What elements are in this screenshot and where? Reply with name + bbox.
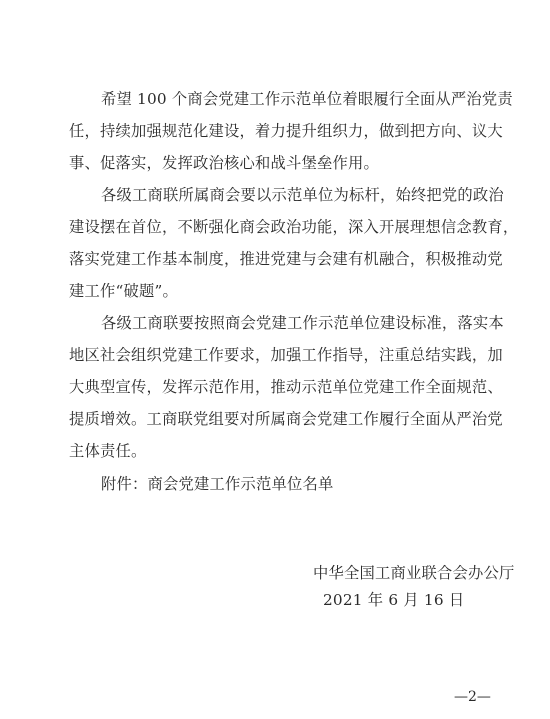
paragraph-2-line-4: 建工作“破题”。 bbox=[69, 282, 179, 300]
paragraph-3-line-4: 提质增效。工商联党组要对所属商会党建工作履行全面从严治党 bbox=[69, 410, 503, 428]
paragraph-2-line-2: 建设摆在首位，不断强化商会政治功能，深入开展理想信念教育， bbox=[69, 218, 519, 236]
paragraph-1-line-3: 事、促落实，发挥政治核心和战斗堡垒作用。 bbox=[69, 154, 379, 172]
paragraph-1-line-2: 任，持续加强规范化建设，着力提升组织力，做到把方向、议大 bbox=[69, 122, 503, 140]
paragraph-3-line-5: 主体责任。 bbox=[69, 442, 147, 460]
paragraph-3-line-2: 地区社会组织党建工作要求，加强工作指导，注重总结实践，加 bbox=[69, 346, 503, 364]
paragraph-2-line-3: 落实党建工作基本制度，推进党建与会建有机融合，积极推动党 bbox=[69, 250, 503, 268]
paragraph-1-line-1: 希望 100 个商会党建工作示范单位着眼履行全面从严治党责 bbox=[101, 90, 513, 108]
issuing-organization: 中华全国工商业联合会办公厅 bbox=[313, 564, 515, 582]
issue-date: 2021 年 6 月 16 日 bbox=[323, 591, 465, 609]
paragraph-2-line-1: 各级工商联所属商会要以示范单位为标杆，始终把党的政治 bbox=[101, 186, 504, 204]
attachment-note: 附件：商会党建工作示范单位名单 bbox=[101, 475, 334, 493]
paragraph-3-line-3: 大典型宣传，发挥示范作用，推动示范单位党建工作全面规范、 bbox=[69, 378, 503, 396]
page-number: —2— bbox=[454, 689, 491, 705]
paragraph-3-line-1: 各级工商联要按照商会党建工作示范单位建设标准，落实本 bbox=[101, 314, 504, 332]
